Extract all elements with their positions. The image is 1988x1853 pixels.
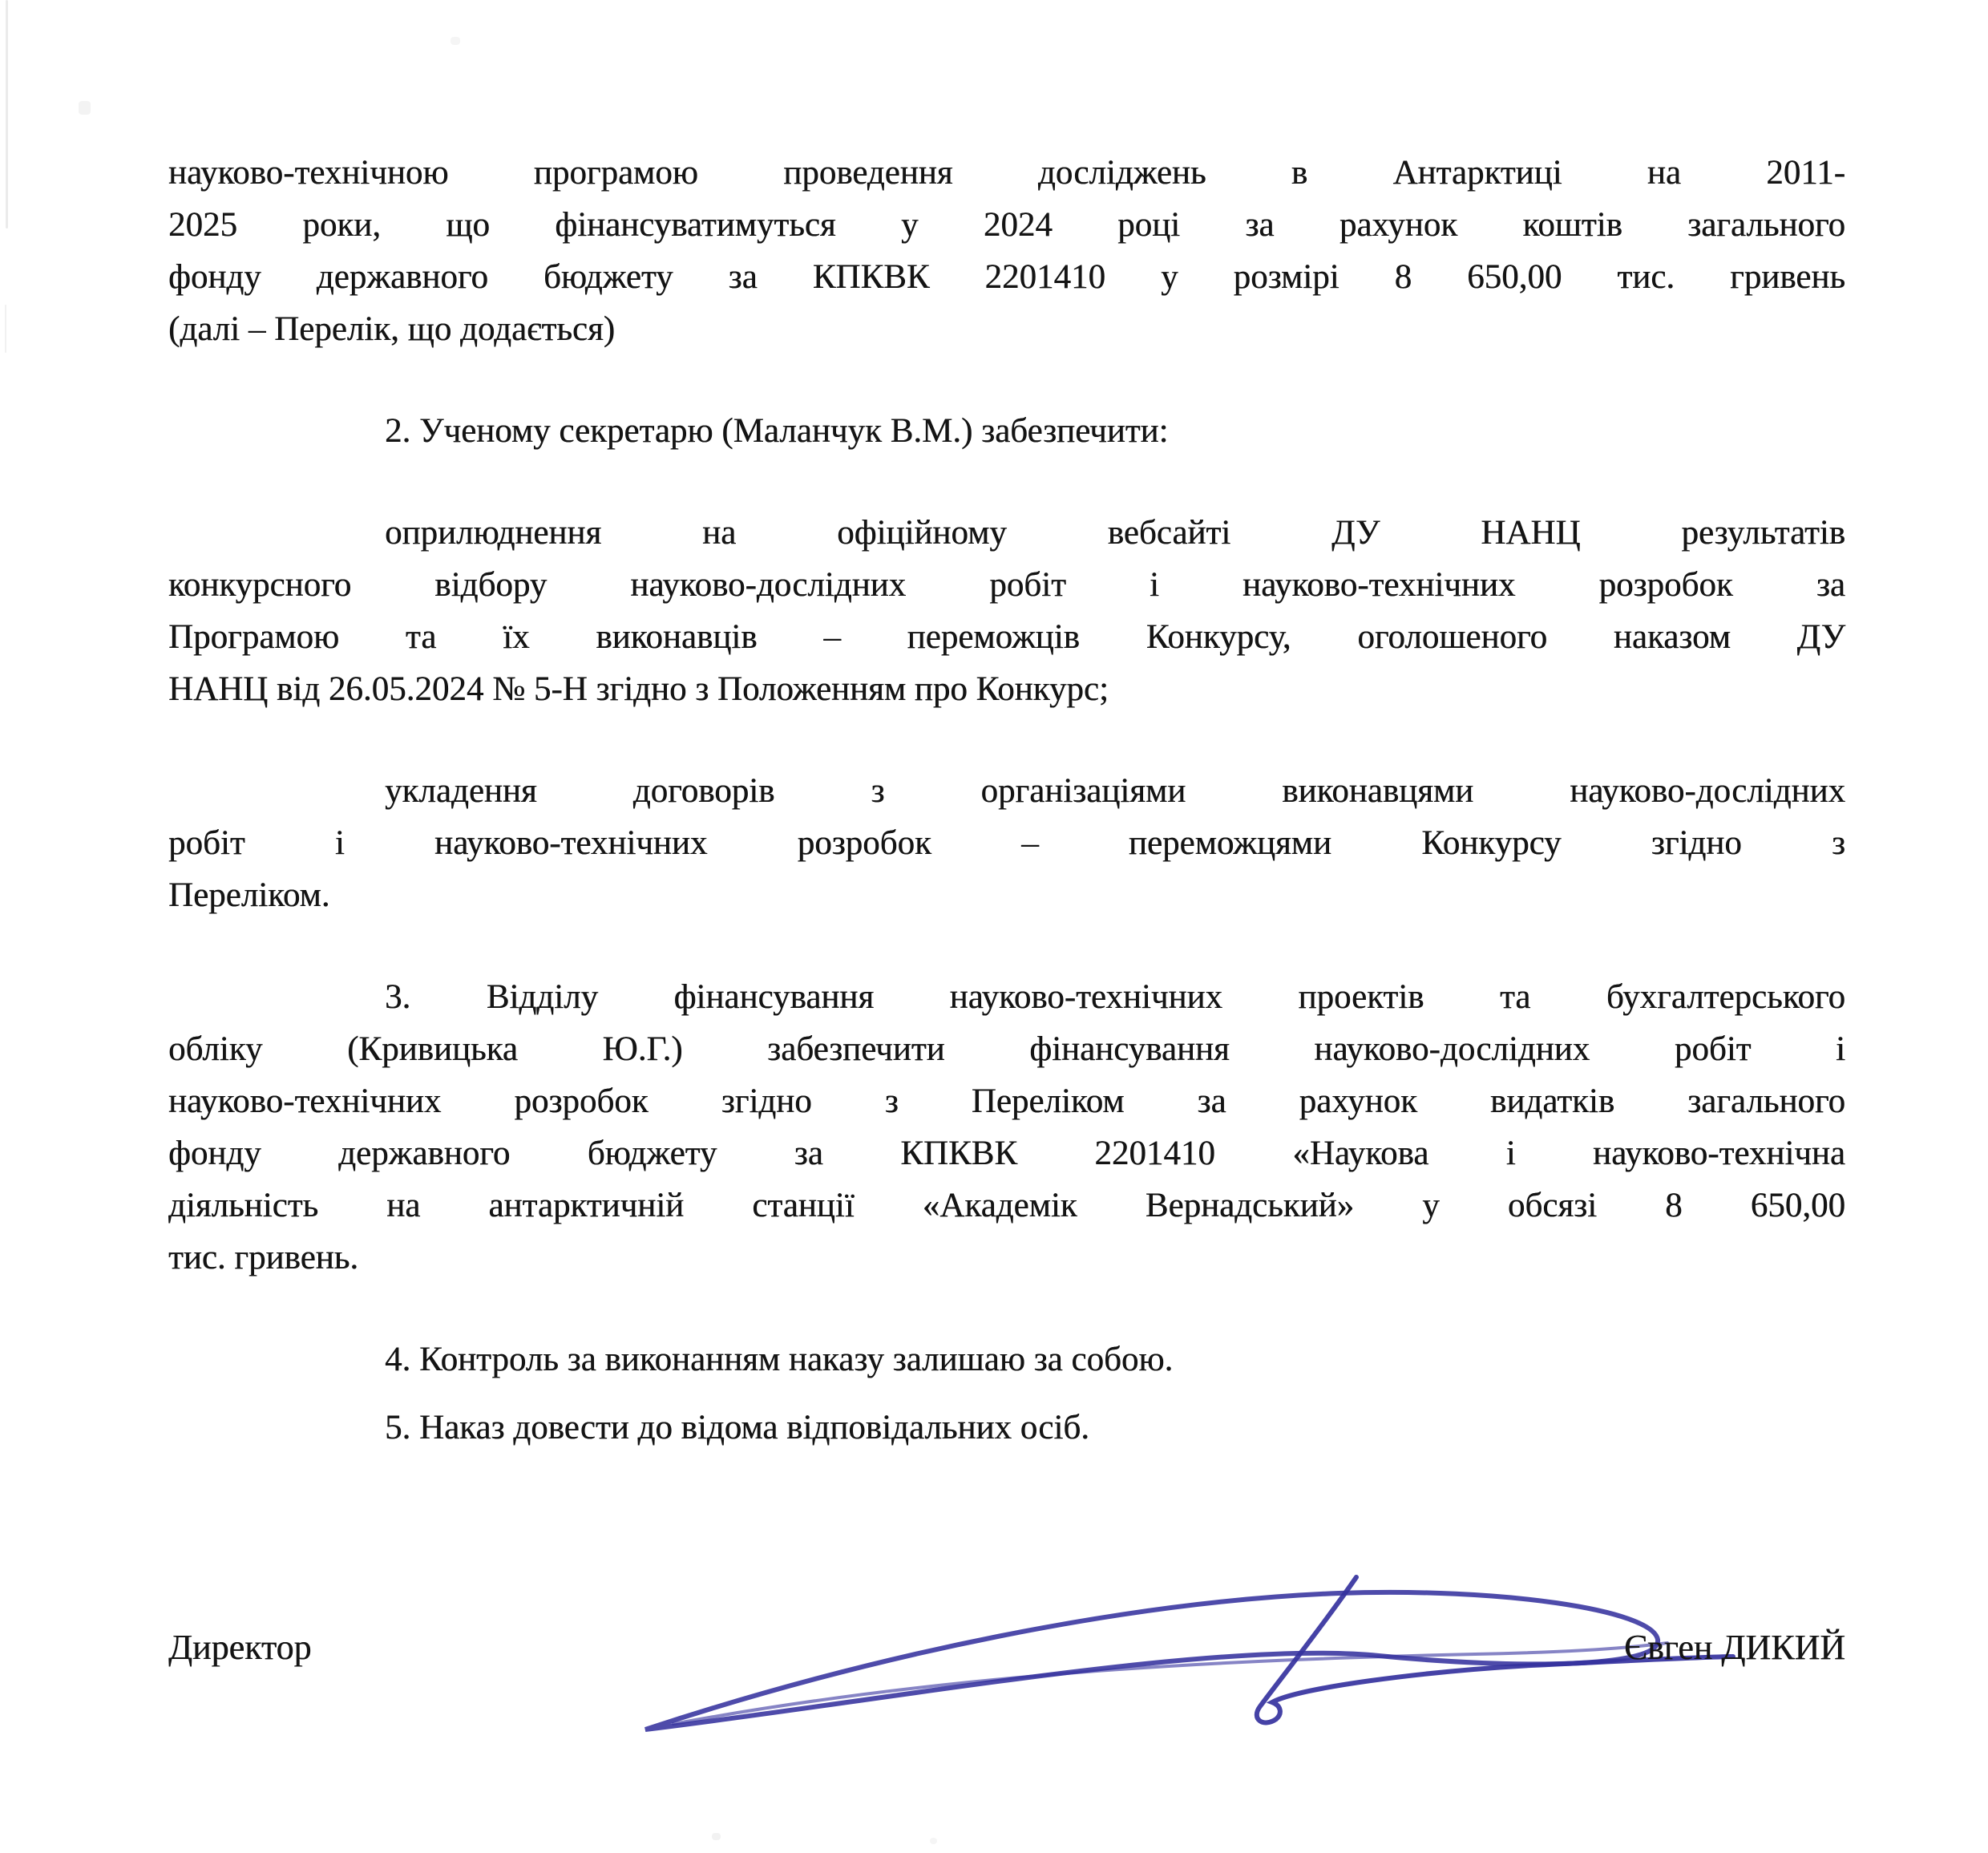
text-line: Програмою та їх виконавців – переможців Конкурсу, оголошеного наказом ДУ <box>168 618 1845 656</box>
signature-block <box>168 1624 1845 1672</box>
signer-name: Євген ДИКИЙ <box>1623 1628 1845 1667</box>
scan-artifact <box>712 1833 721 1840</box>
text-line: 3. Відділу фінансування науково-технічних проектів та бухгалтерського <box>385 978 1845 1016</box>
scan-artifact <box>930 1838 937 1844</box>
text-line: укладення договорів з організаціями виконавцями науково-дослідних <box>385 772 1845 810</box>
text-line: 5. Наказ довести до відома відповідальних осіб. <box>385 1409 1089 1446</box>
paragraph <box>168 765 1845 921</box>
text-line: тис. гривень. <box>168 1239 359 1276</box>
text-line: фонду державного бюджету за КПКВК 2201410 у розмірі 8 650,00 тис. гривень <box>168 258 1845 296</box>
paragraph <box>168 1333 1845 1386</box>
text-line: науково-технічною програмою проведення досліджень в Антарктиці на 2011- <box>168 154 1845 192</box>
paragraph <box>168 1402 1845 1454</box>
text-line: робіт і науково-технічних розробок – переможцями Конкурсу згідно з <box>168 824 1845 862</box>
scan-artifact <box>79 101 91 115</box>
paragraph <box>168 971 1845 1284</box>
scan-artifact <box>6 0 8 229</box>
document-body <box>168 147 1845 1454</box>
text-line: (далі – Перелік, що додається) <box>168 310 616 348</box>
text-line: Переліком. <box>168 876 330 914</box>
text-line: науково-технічних розробок згідно з Переліком за рахунок видатків загального <box>168 1082 1845 1120</box>
text-line: обліку (Кривицька Ю.Г.) забезпечити фінансування науково-дослідних робіт і <box>168 1030 1845 1068</box>
paragraph <box>168 147 1845 355</box>
text-line: 2025 роки, що фінансуватимуться у 2024 році за рахунок коштів загального <box>168 206 1845 244</box>
text-line: діяльність на антарктичній станції «Академік Вернадський» у обсязі 8 650,00 <box>168 1187 1845 1224</box>
scan-artifact <box>451 37 460 45</box>
text-line: фонду державного бюджету за КПКВК 2201410 «Наукова і науково-технічна <box>168 1135 1845 1172</box>
text-line: конкурсного відбору науково-дослідних робіт і науково-технічних розробок за <box>168 566 1845 604</box>
text-line: НАНЦ від 26.05.2024 № 5-Н згідно з Положенням про Конкурс; <box>168 670 1109 708</box>
text-line: 4. Контроль за виконанням наказу залишаю за собою. <box>385 1341 1174 1378</box>
paragraph <box>168 405 1845 457</box>
scan-artifact <box>5 305 6 353</box>
director-label: Директор <box>168 1628 312 1667</box>
paragraph <box>168 507 1845 715</box>
text-line: оприлюднення на офіційному вебсайті ДУ НАНЦ результатів <box>385 514 1845 552</box>
text-line: 2. Ученому секретарю (Маланчук В.М.) забезпечити: <box>385 412 1169 450</box>
